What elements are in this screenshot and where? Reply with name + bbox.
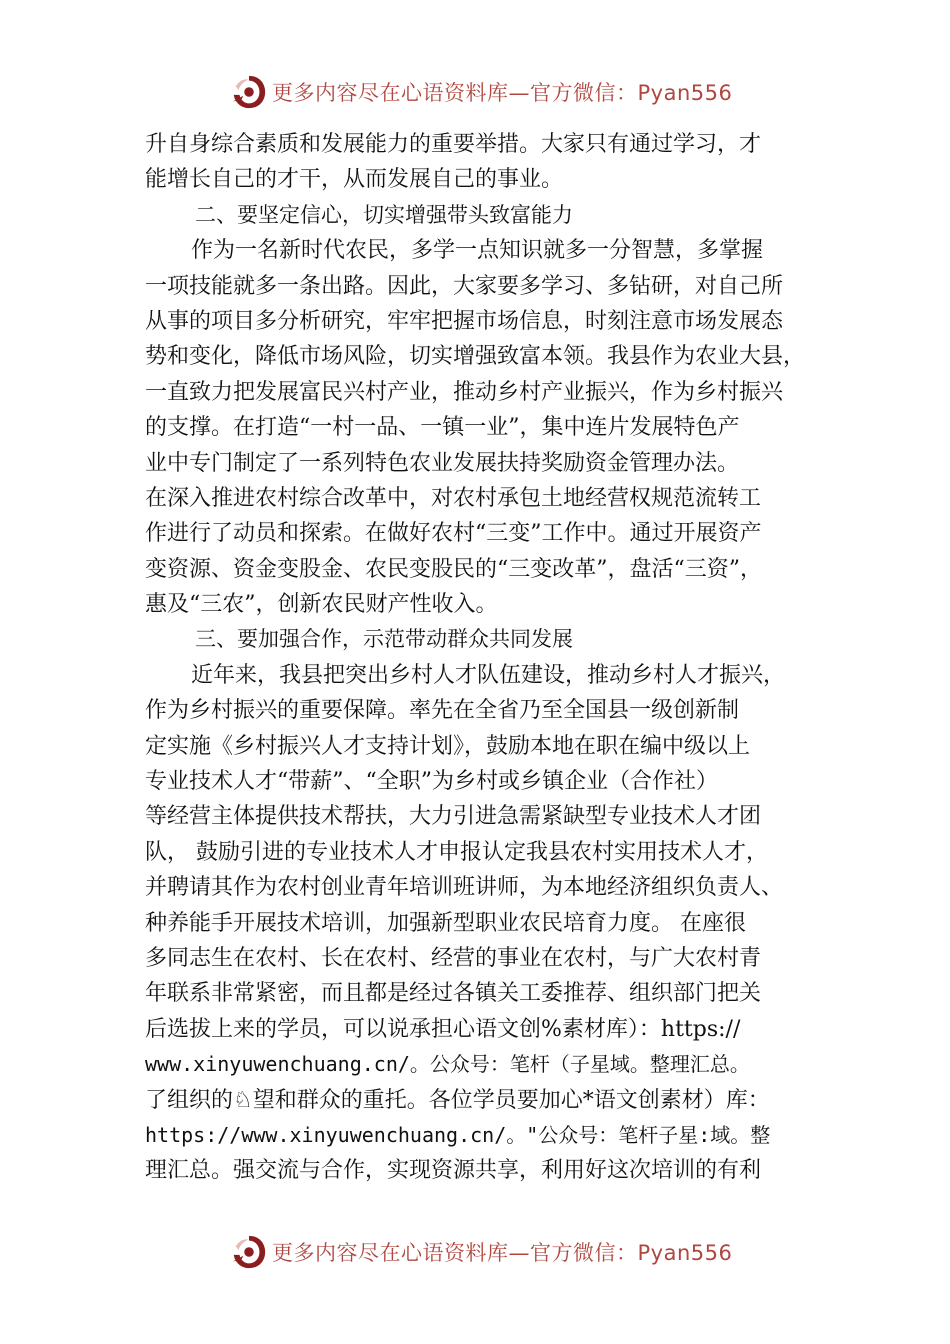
body-line-url: https://www.xinyuwenchuang.cn/。"公众号：笔杆子星:域。整 — [145, 1122, 771, 1147]
body-line: 作为一名新时代农民，多学一点知识就多一分智慧，多掌握 — [191, 238, 764, 264]
body-line: 变资源、资金变股金、农民变股民的“三变改革”，盘活“三资”， — [145, 556, 762, 582]
section-heading-2: 二、要坚定信心，切实增强带头致富能力 — [195, 202, 573, 227]
header-banner-text: 更多内容尽在心语资料库—官方微信：Pyan556 — [272, 81, 733, 105]
body-line: 作进行了动员和探索。在做好农村“三变”工作中。通过开展资产 — [145, 521, 762, 547]
body-line: 后选拔上来的学员，可以说承担心语文创%素材库）：https:// — [145, 1016, 741, 1042]
body-line: 一直致力把发展富民兴村产业，推动乡村产业振兴，作为乡村振兴 — [145, 379, 784, 405]
body-line: 一项技能就多一条出路。因此，大家要多学习、多钻研，对自己所 — [145, 273, 784, 299]
body-line: 并聘请其作为农村创业青年培训班讲师，为本地经济组织负责人、 — [145, 875, 784, 901]
body-line: 业中专门制定了一系列特色农业发展扶持奖励资金管理办法。 — [145, 450, 740, 476]
library-logo-icon — [230, 1233, 268, 1271]
document-body — [145, 127, 835, 1189]
body-line: 多同志生在农村、长在农村、经营的事业在农村，与广大农村青 — [145, 945, 762, 971]
body-line: 的支撑。在打造“一村一品、一镇一业”，集中连片发展特色产 — [145, 415, 740, 441]
body-line: 了组织的♘望和群众的重托。各位学员要加心*语文创素材）库： — [145, 1087, 770, 1113]
body-line: 从事的项目多分析研究，牢牢把握市场信息，时刻注意市场发展态 — [145, 308, 784, 334]
body-line: 在深入推进农村综合改革中，对农村承包土地经营权规范流转工 — [145, 485, 762, 511]
body-line: 年联系非常紧密，而且都是经过各镇关工委推荐、组织部门把关 — [145, 981, 762, 1007]
body-line: 势和变化，降低市场风险，切实增强致富本领。我县作为农业大县， — [145, 344, 806, 370]
body-line-url: www.xinyuwenchuang.cn/。公众号：笔杆（子星域。整理汇总。 — [145, 1052, 750, 1077]
body-line: 能增长自己的才干，从而发展自己的事业。 — [145, 167, 564, 193]
body-line: 惠及“三农”，创新农民财产性收入。 — [145, 592, 498, 618]
body-line: 理汇总。强交流与合作，实现资源共享，利用好这次培训的有利 — [145, 1158, 762, 1184]
footer-banner-text: 更多内容尽在心语资料库—官方微信：Pyan556 — [272, 1241, 733, 1265]
body-line: 作为乡村振兴的重要保障。率先在全省乃至全国县一级创新制 — [145, 698, 740, 724]
body-line: 等经营主体提供技术帮扶，大力引进急需紧缺型专业技术人才团 — [145, 804, 762, 830]
library-logo-icon — [230, 73, 268, 111]
body-line: 定实施《乡村振兴人才支持计划》，鼓励本地在职在编中级以上 — [145, 733, 751, 759]
header-watermark-banner — [230, 72, 732, 112]
footer-watermark-banner — [230, 1232, 732, 1272]
section-heading-3: 三、要加强合作，示范带动群众共同发展 — [195, 627, 573, 652]
body-line: 专业技术人才“带薪”、“全职”为乡村或乡镇企业（合作社） — [145, 769, 718, 795]
body-line: 种养能手开展技术培训，加强新型职业农民培育力度。 在座很 — [145, 910, 746, 936]
body-line: 升自身综合素质和发展能力的重要举措。大家只有通过学习，才 — [145, 132, 762, 157]
body-line: 近年来，我县把突出乡村人才队伍建设，推动乡村人才振兴， — [191, 662, 786, 688]
body-line: 队， 鼓励引进的专业技术人才申报认定我县农村实用技术人才， — [145, 839, 768, 865]
